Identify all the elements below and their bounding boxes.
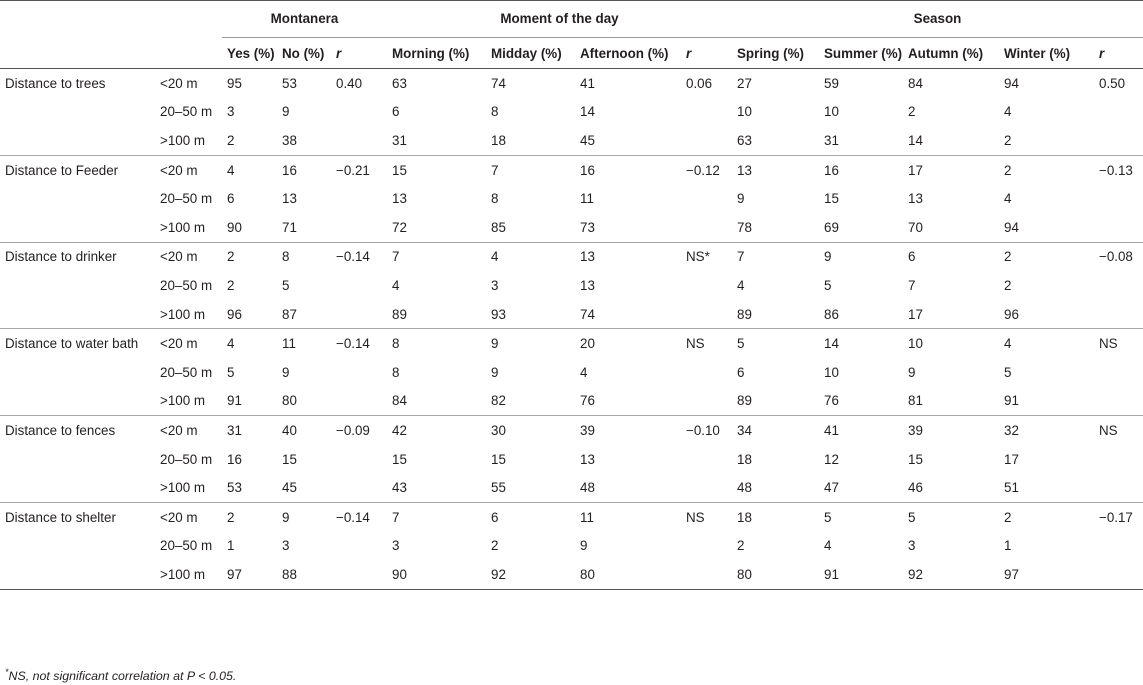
column-header: Morning (%)	[387, 38, 486, 69]
table-cell	[1094, 358, 1143, 387]
table-cell: 86	[824, 306, 839, 322]
table-cell: −0.12	[681, 155, 732, 184]
table-cell	[331, 532, 387, 561]
table-cell: 1	[227, 538, 235, 554]
table-cell: 2	[491, 538, 499, 554]
table-cell: 91	[824, 566, 839, 582]
table-cell	[681, 300, 732, 329]
table-cell: 38	[282, 132, 297, 148]
row-distance: >100 m	[160, 306, 206, 322]
table-cell: 9	[580, 538, 588, 554]
row-distance: <20 m	[160, 75, 198, 91]
table-cell: 18	[491, 132, 506, 148]
table-cell: 12	[824, 451, 839, 467]
table-cell: 71	[282, 219, 297, 235]
table-cell: 91	[1004, 393, 1019, 409]
table-cell: 9	[737, 191, 745, 207]
table-cell	[331, 213, 387, 242]
group-header-row	[0, 1, 1143, 38]
table-cell: 55	[491, 480, 506, 496]
table-cell: 5	[903, 502, 999, 531]
table-cell: 31	[824, 132, 839, 148]
table-cell: NS	[681, 502, 732, 531]
table-cell	[681, 213, 732, 242]
table-cell: 17	[908, 306, 923, 322]
table-cell: 4	[824, 538, 832, 554]
table-cell: 16	[575, 155, 681, 184]
table-row	[0, 502, 1143, 531]
table-cell: 0.50	[1099, 75, 1126, 91]
table-cell: 48	[737, 480, 752, 496]
table-cell: 15	[282, 451, 297, 467]
table-cell	[331, 98, 387, 127]
row-distance: >100 m	[160, 566, 206, 582]
table-cell: 74	[580, 306, 595, 322]
column-header: r	[1094, 38, 1143, 69]
table-cell: 41	[580, 75, 595, 91]
table-row	[0, 387, 1143, 416]
row-variable	[0, 473, 155, 502]
table-cell: 8	[392, 364, 400, 380]
table-cell: 30	[486, 416, 575, 445]
table-cell	[331, 358, 387, 387]
table-cell: 45	[282, 480, 297, 496]
table-cell	[1094, 98, 1143, 127]
table-cell: 4	[737, 277, 745, 293]
table-cell: 92	[908, 566, 923, 582]
table-cell	[681, 532, 732, 561]
table-cell: 8	[387, 329, 486, 358]
table-cell: 13	[282, 191, 297, 207]
table-cell: 2	[222, 242, 277, 271]
table-cell: 5	[819, 502, 903, 531]
table-row	[0, 329, 1143, 358]
table-cell: 47	[824, 480, 839, 496]
table-cell: 2	[227, 277, 235, 293]
table-row	[0, 213, 1143, 242]
table-cell: 9	[277, 502, 331, 531]
table-cell: 14	[908, 132, 923, 148]
table-cell: 51	[1004, 480, 1019, 496]
table-cell: 39	[575, 416, 681, 445]
table-cell	[331, 473, 387, 502]
table-cell	[681, 184, 732, 213]
table-cell: 63	[737, 132, 752, 148]
table-cell	[1094, 532, 1143, 561]
table-cell: 8	[277, 242, 331, 271]
row-distance: 20–50 m	[160, 277, 213, 293]
table-cell: −0.08	[1094, 242, 1143, 271]
table-cell	[1094, 271, 1143, 300]
table-cell: 14	[819, 329, 903, 358]
table-cell: 7	[486, 155, 575, 184]
column-header: Midday (%)	[486, 38, 575, 69]
table-cell: 6	[392, 104, 400, 120]
row-variable	[0, 184, 155, 213]
table-cell: 9	[486, 329, 575, 358]
table-cell: −0.13	[1094, 155, 1143, 184]
table-cell: NS	[1094, 416, 1143, 445]
column-header: Afternoon (%)	[575, 38, 681, 69]
table-cell: 76	[824, 393, 839, 409]
table-cell: 8	[491, 191, 499, 207]
table-cell: 3	[227, 104, 235, 120]
table-cell	[1094, 387, 1143, 416]
row-variable	[0, 532, 155, 561]
row-variable	[0, 560, 155, 589]
table-cell: 6	[227, 191, 235, 207]
table-row	[0, 242, 1143, 271]
table-row	[0, 560, 1143, 589]
row-distance: <20 m	[155, 155, 222, 184]
table-cell	[681, 98, 732, 127]
table-cell: 9	[819, 242, 903, 271]
column-header: Yes (%)	[222, 38, 277, 69]
table-cell: 17	[1004, 451, 1019, 467]
table-cell: 2	[999, 155, 1094, 184]
table-cell: 5	[824, 277, 832, 293]
table-cell: 4	[222, 155, 277, 184]
table-cell: 81	[908, 393, 923, 409]
row-distance: <20 m	[155, 242, 222, 271]
row-variable: Distance to Feeder	[0, 155, 155, 184]
table-cell: 82	[491, 393, 506, 409]
footnote: *NS, not significant correlation at P < 0.05.	[5, 667, 237, 684]
row-distance: 20–50 m	[160, 191, 213, 207]
table-cell: 4	[580, 364, 588, 380]
table-cell: 4	[999, 329, 1094, 358]
table-cell: 72	[392, 219, 407, 235]
table-cell: 97	[1004, 566, 1019, 582]
table-cell: 70	[908, 219, 923, 235]
row-variable	[0, 126, 155, 155]
table-cell: 7	[387, 502, 486, 531]
table-cell: 3	[908, 538, 916, 554]
table-cell: 16	[277, 155, 331, 184]
group-header: Season	[732, 1, 1143, 38]
table-cell: 15	[824, 191, 839, 207]
table-cell: 11	[575, 502, 681, 531]
column-header: Spring (%)	[732, 38, 819, 69]
table-cell: 95	[227, 75, 242, 91]
table-row	[0, 126, 1143, 155]
table-cell: 16	[227, 451, 242, 467]
table-cell: 43	[392, 480, 407, 496]
row-distance: <20 m	[155, 502, 222, 531]
table-cell: 4	[392, 277, 400, 293]
row-variable: Distance to fences	[0, 416, 155, 445]
table-cell	[331, 445, 387, 474]
table-cell: 53	[282, 75, 297, 91]
table-cell: −0.14	[331, 329, 387, 358]
table-cell: 2	[1004, 132, 1012, 148]
table-cell	[1094, 445, 1143, 474]
table-cell: 13	[580, 451, 595, 467]
table-cell: −0.14	[331, 502, 387, 531]
table-cell: 5	[732, 329, 819, 358]
table-cell: 3	[491, 277, 499, 293]
table-cell: 40	[277, 416, 331, 445]
table-cell: 31	[392, 132, 407, 148]
row-variable: Distance to shelter	[0, 502, 155, 531]
table-cell: 7	[732, 242, 819, 271]
table-cell: 15	[387, 155, 486, 184]
column-header: r	[681, 38, 732, 69]
table-cell: 18	[737, 451, 752, 467]
table-cell: 92	[491, 566, 506, 582]
table-cell: 80	[282, 393, 297, 409]
table-row	[0, 445, 1143, 474]
table-cell: 63	[392, 75, 407, 91]
table-cell	[681, 387, 732, 416]
table-cell	[331, 271, 387, 300]
table-row	[0, 416, 1143, 445]
table-cell: 41	[819, 416, 903, 445]
table-cell: 89	[737, 306, 752, 322]
table-cell: NS	[681, 329, 732, 358]
table-cell: 42	[387, 416, 486, 445]
table-cell	[681, 560, 732, 589]
table-cell: 80	[737, 566, 752, 582]
column-header: Winter (%)	[999, 38, 1094, 69]
table-cell: 6	[737, 364, 745, 380]
table-cell: 32	[999, 416, 1094, 445]
group-header: Montanera	[222, 1, 387, 38]
table-cell	[331, 560, 387, 589]
table-cell: 3	[392, 538, 400, 554]
table-cell	[331, 300, 387, 329]
table-cell: 6	[903, 242, 999, 271]
table-cell: 91	[227, 393, 242, 409]
table-cell: 31	[222, 416, 277, 445]
table-cell: −0.09	[331, 416, 387, 445]
row-variable	[0, 271, 155, 300]
table-cell: 46	[908, 480, 923, 496]
table-cell: 2	[999, 502, 1094, 531]
table-cell: 4	[1004, 104, 1012, 120]
table-cell: 13	[392, 191, 407, 207]
table-cell: 87	[282, 306, 297, 322]
table-cell: 15	[392, 451, 407, 467]
table-cell: 94	[1004, 219, 1019, 235]
row-variable	[0, 358, 155, 387]
column-header: r	[331, 38, 387, 69]
table-cell	[1094, 300, 1143, 329]
table-cell	[331, 126, 387, 155]
table-row	[0, 473, 1143, 502]
table-cell: 74	[491, 75, 506, 91]
table-cell: 15	[908, 451, 923, 467]
table-cell: 45	[580, 132, 595, 148]
row-distance: <20 m	[155, 416, 222, 445]
row-variable	[0, 387, 155, 416]
row-variable	[0, 300, 155, 329]
table-cell: 84	[908, 75, 923, 91]
column-header: Summer (%)	[819, 38, 903, 69]
table-cell	[1094, 473, 1143, 502]
table-cell: 78	[737, 219, 752, 235]
table-row	[0, 271, 1143, 300]
table-cell: 20	[575, 329, 681, 358]
column-header: Autumn (%)	[903, 38, 999, 69]
table-cell: 85	[491, 219, 506, 235]
table-cell: 5	[1004, 364, 1012, 380]
row-distance: >100 m	[160, 480, 206, 496]
table-row	[0, 69, 1143, 98]
table-cell: 0.40	[336, 75, 363, 91]
table-cell: 5	[282, 277, 290, 293]
row-variable	[0, 213, 155, 242]
table-cell: 39	[903, 416, 999, 445]
row-distance: 20–50 m	[160, 451, 213, 467]
table-cell: 9	[282, 104, 290, 120]
table-cell	[331, 184, 387, 213]
table-cell: −0.10	[681, 416, 732, 445]
table-cell: 4	[486, 242, 575, 271]
column-header: No (%)	[277, 38, 331, 69]
table-cell: 73	[580, 219, 595, 235]
table-cell: 8	[491, 104, 499, 120]
table-row	[0, 532, 1143, 561]
table-cell	[681, 271, 732, 300]
table-cell	[681, 358, 732, 387]
table-cell: 9	[491, 364, 499, 380]
table-cell: 2	[222, 502, 277, 531]
table-cell: −0.21	[331, 155, 387, 184]
table-cell: 5	[227, 364, 235, 380]
row-variable: Distance to drinker	[0, 242, 155, 271]
table-cell: NS*	[681, 242, 732, 271]
table-row	[0, 155, 1143, 184]
table-cell: 0.06	[686, 75, 713, 91]
table-cell: 6	[486, 502, 575, 531]
table-cell: 27	[737, 75, 752, 91]
table-cell	[1094, 560, 1143, 589]
row-distance: <20 m	[155, 329, 222, 358]
table-row	[0, 98, 1143, 127]
table-cell: 3	[282, 538, 290, 554]
table-cell: 18	[732, 502, 819, 531]
table-cell: 88	[282, 566, 297, 582]
table-cell: 97	[227, 566, 242, 582]
table-cell: 94	[1004, 75, 1019, 91]
table-cell	[1094, 213, 1143, 242]
table-cell: 2	[227, 132, 235, 148]
table-cell: 96	[1004, 306, 1019, 322]
table-cell: −0.17	[1094, 502, 1143, 531]
table-cell	[681, 126, 732, 155]
table-cell: 2	[999, 242, 1094, 271]
column-header-row	[0, 38, 1143, 69]
table-cell: 89	[737, 393, 752, 409]
table-cell: 7	[387, 242, 486, 271]
table-cell: 7	[908, 277, 916, 293]
row-variable	[0, 445, 155, 474]
table-cell: 16	[819, 155, 903, 184]
table-cell: 89	[392, 306, 407, 322]
table-cell: 13	[908, 191, 923, 207]
table-cell	[1094, 184, 1143, 213]
row-distance: >100 m	[160, 393, 206, 409]
row-distance: 20–50 m	[160, 538, 213, 554]
table-cell: 9	[908, 364, 916, 380]
table-cell: 2	[737, 538, 745, 554]
table-cell: 34	[732, 416, 819, 445]
table-cell: 53	[227, 480, 242, 496]
table-cell: 13	[575, 242, 681, 271]
table-cell: NS	[1094, 329, 1143, 358]
row-variable: Distance to trees	[5, 75, 106, 91]
table-row	[0, 300, 1143, 329]
table-cell	[681, 445, 732, 474]
row-variable	[0, 98, 155, 127]
table-cell: 76	[580, 393, 595, 409]
table-cell: 80	[580, 566, 595, 582]
table-cell: 1	[1004, 538, 1012, 554]
table-cell: 93	[491, 306, 506, 322]
table-cell: 11	[277, 329, 331, 358]
table-cell: 10	[737, 104, 752, 120]
table-cell: 48	[580, 480, 595, 496]
table-cell: 90	[227, 219, 242, 235]
table-cell: 15	[491, 451, 506, 467]
table-cell: 4	[222, 329, 277, 358]
table-cell: 11	[580, 191, 594, 207]
row-distance: 20–50 m	[160, 104, 213, 120]
table-cell: 96	[227, 306, 242, 322]
table-cell	[331, 387, 387, 416]
table-cell: 2	[1004, 277, 1012, 293]
table-cell	[1094, 126, 1143, 155]
table-cell: 17	[903, 155, 999, 184]
table-cell: 10	[903, 329, 999, 358]
table-cell: 10	[824, 104, 839, 120]
row-distance: >100 m	[160, 132, 206, 148]
table-cell: 14	[580, 104, 595, 120]
group-header: Moment of the day	[387, 1, 732, 38]
table-cell: 90	[392, 566, 407, 582]
bottom-rule	[0, 589, 1143, 590]
table-cell: −0.14	[331, 242, 387, 271]
table-body	[0, 69, 1143, 590]
table-cell: 13	[732, 155, 819, 184]
table-cell: 4	[1004, 191, 1012, 207]
table-cell	[681, 473, 732, 502]
row-distance: >100 m	[160, 219, 206, 235]
table-cell: 9	[282, 364, 290, 380]
table-cell: 10	[824, 364, 839, 380]
table-cell: 2	[908, 104, 916, 120]
row-variable: Distance to water bath	[0, 329, 155, 358]
table-row	[0, 358, 1143, 387]
table-cell: 13	[580, 277, 595, 293]
row-distance: 20–50 m	[160, 364, 213, 380]
table-cell: 69	[824, 219, 839, 235]
table-cell: 59	[824, 75, 839, 91]
table-row	[0, 184, 1143, 213]
table-cell: 84	[392, 393, 407, 409]
